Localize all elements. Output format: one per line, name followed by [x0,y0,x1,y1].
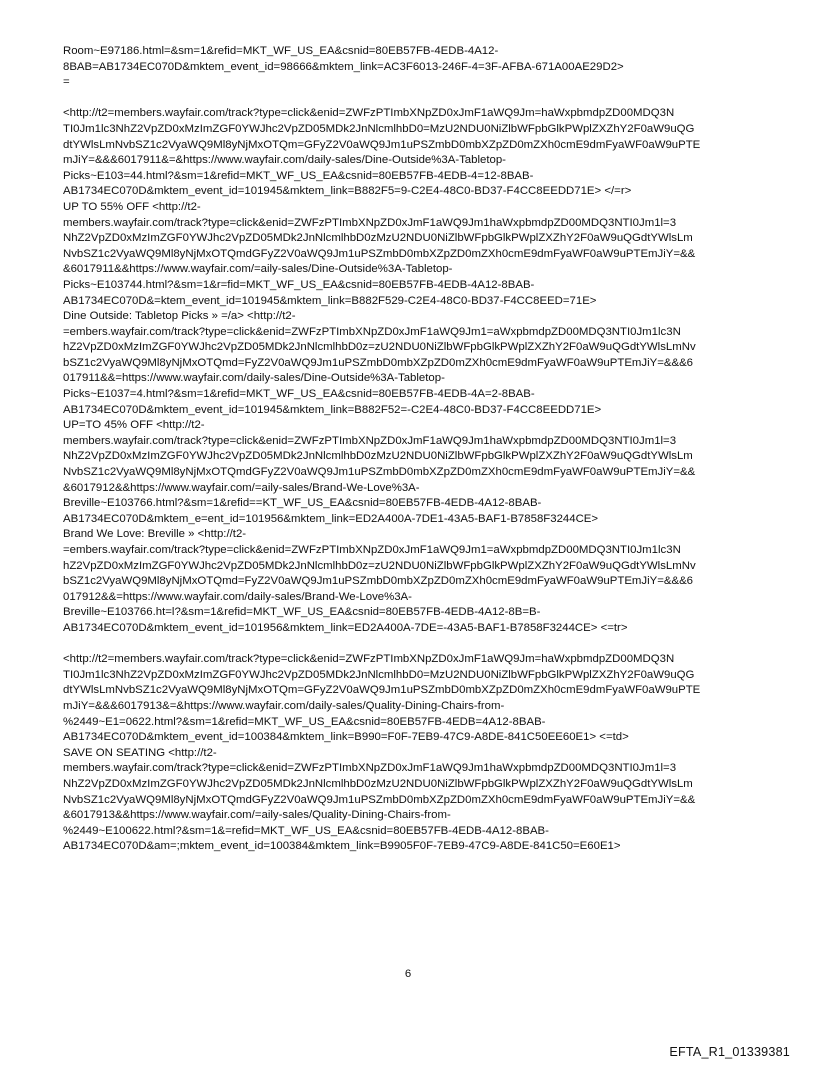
text-line: members.wayfair.com/track?type=click&enid=ZWFzPTImbXNpZD0xJmF1aWQ9Jm1haWxpbmdpZD00MDQ3NTI0Jm1l=3 [63,434,677,447]
text-line: = [63,76,70,89]
text-line: Picks~E1037=4.html?&sm=1&refid=MKT_WF_US_EA&csnid=80EB57FB-4EDB-4A=2-8BAB- [63,388,535,401]
text-line: <http://t2=members.wayfair.com/track?type=click&enid=ZWFzPTImbXNpZD0xJmF1aWQ9Jm=haWxpbmdpZD00MDQ3N [63,107,675,120]
text-line: AB1734EC070D&mktem_event_id=101945&mktem_link=B882F5=9-C2E4-48C0-BD37-F4CC8EEDD71E> </=r> [63,185,632,198]
text-line: AB1734EC070D&=ktem_event_id=101945&mktem_link=B882F529-C2E4-48C0-BD37-F4CC8EED=71E> [63,294,597,307]
page-number: 6 [404,968,412,980]
text-line: mJiY=&&&6017911&=&https://www.wayfair.com/daily-sales/Dine-Outside%3A-Tabletop- [63,154,506,167]
text-line: NvbSZ1c2VyaWQ9Ml8yNjMxOTQmdGFyZ2V0aWQ9Jm1uPSZmbD0mbXZpZD0mZXh0cmE9dmFyaWF0aW9uPTEmJiY=&& [63,466,696,479]
bates-stamp: EFTA_R1_01339381 [669,1045,790,1059]
text-line: =embers.wayfair.com/track?type=click&enid=ZWFzPTImbXNpZD0xJmF1aWQ9Jm1=aWxpbmdpZD00MDQ3NTI0Jm1lc3N [63,325,681,338]
text-line: 017911&&=https://www.wayfair.com/daily-sales/Dine-Outside%3A-Tabletop- [63,372,445,385]
text-line: hZ2VpZD0xMzImZGF0YWJhc2VpZD05MDk2JnNlcmlhbD0z=zU2NDU0NiZlbWFpbGlkPWplZXZhY2F0aW9uQGdtYWlsLmNv [63,559,696,572]
text-line: TI0Jm1lc3NhZ2VpZD0xMzImZGF0YWJhc2VpZD05MDk2JnNlcmlhbD0=MzU2NDU0NiZlbWFpbGlkPWplZXZhY2F0aW9uQG [63,122,695,135]
text-line: bSZ1c2VyaWQ9Ml8yNjMxOTQmd=FyZ2V0aWQ9Jm1uPSZmbD0mbXZpZD0mZXh0cmE9dmFyaWF0aW9uPTEmJiY=&&&6 [63,575,694,588]
text-line: %2449~E1=0622.html?&sm=1&refid=MKT_WF_US_EA&csnid=80EB57FB-4EDB=4A12-8BAB- [63,715,546,728]
text-line: AB1734EC070D&mktem_e=ent_id=101956&mktem_link=ED2A400A-7DE1-43A5-BAF1-B7858F3244CE> [63,512,599,525]
text-line: AB1734EC070D&mktem_event_id=101945&mktem_link=B882F52=-C2E4-48C0-BD37-F4CC8EEDD71E> [63,403,602,416]
text-line: NvbSZ1c2VyaWQ9Ml8yNjMxOTQmdGFyZ2V0aWQ9Jm1uPSZmbD0mbXZpZD0mZXh0cmE9dmFyaWF0aW9uPTEmJiY=&& [63,793,696,806]
text-line: members.wayfair.com/track?type=click&enid=ZWFzPTImbXNpZD0xJmF1aWQ9Jm1haWxpbmdpZD00MDQ3NTI0Jm1l=3 [63,216,677,229]
text-line: Brand We Love: Breville » <http://t2- [63,528,247,541]
text-line: NhZ2VpZD0xMzImZGF0YWJhc2VpZD05MDk2JnNlcmlhbD0zMzU2NDU0NiZlbWFpbGlkPWplZXZhY2F0aW9uQGdtYWlsLm [63,232,693,245]
text-line: dtYWlsLmNvbSZ1c2VyaWQ9Ml8yNjMxOTQm=GFyZ2V0aWQ9Jm1uPSZmbD0mbXZpZD0mZXh0cmE9dmFyaWF0aW9uPTE [63,684,701,697]
text-line: SAVE ON SEATING <http://t2- [63,746,217,759]
text-line: 017912&&=https://www.wayfair.com/daily-sales/Brand-We-Love%3A- [63,590,412,603]
text-line: NhZ2VpZD0xMzImZGF0YWJhc2VpZD05MDk2JnNlcmlhbD0zMzU2NDU0NiZlbWFpbGlkPWplZXZhY2F0aW9uQGdtYWlsLm [63,777,693,790]
text-line: UP TO 55% OFF <http://t2- [63,200,201,213]
text-line: Picks~E103=44.html?&sm=1&refid=MKT_WF_US_EA&csnid=80EB57FB-4EDB-4=12-8BAB- [63,169,534,182]
text-line: &6017912&&https://www.wayfair.com/=aily-sales/Brand-We-Love%3A- [63,481,420,494]
text-line: %2449~E100622.html?&sm=1&=refid=MKT_WF_US_EA&csnid=80EB57FB-4EDB-4A12-8BAB- [63,824,549,837]
text-line: Room~E97186.html=&sm=1&refid=MKT_WF_US_EA&csnid=80EB57FB-4EDB-4A12- [63,45,499,57]
text-line: Dine Outside: Tabletop Picks » =/a> <http://t2- [63,310,296,323]
text-line: dtYWlsLmNvbSZ1c2VyaWQ9Ml8yNjMxOTQm=GFyZ2V0aWQ9Jm1uPSZmbD0mbXZpZD0mZXh0cmE9dmFyaWF0aW9uPTE [63,138,701,151]
text-line: AB1734EC070D&mktem_event_id=100384&mktem_link=B990=F0F-7EB9-47C9-A8DE-841C50EE60E1> <=td> [63,731,629,744]
text-line: members.wayfair.com/track?type=click&enid=ZWFzPTImbXNpZD0xJmF1aWQ9Jm1haWxpbmdpZD00MDQ3NTI0Jm1l=3 [63,762,677,775]
text-line: NvbSZ1c2VyaWQ9Ml8yNjMxOTQmdGFyZ2V0aWQ9Jm1uPSZmbD0mbXZpZD0mZXh0cmE9dmFyaWF0aW9uPTEmJiY=&& [63,247,696,260]
text-line: AB1734EC070D&mktem_event_id=101956&mktem_link=ED2A400A-7DE=-43A5-BAF1-B7858F3244CE> <=tr> [63,621,628,634]
text-line: =embers.wayfair.com/track?type=click&enid=ZWFzPTImbXNpZD0xJmF1aWQ9Jm1=aWxpbmdpZD00MDQ3NTI0Jm1lc3N [63,544,681,556]
blank-line [63,91,783,107]
text-line: mJiY=&&&6017913&=&https://www.wayfair.com/daily-sales/Quality-Dining-Chairs-from- [63,699,505,712]
text-line: &6017913&&https://www.wayfair.com/=aily-sales/Quality-Dining-Chairs-from- [63,809,451,822]
document-body [63,44,783,855]
text-line: 8BAB=AB1734EC070D&mktem_event_id=98666&mktem_link=AC3F6013-246F-4=3F-AFBA-671A00AE29D2> [63,60,624,73]
blank-line [63,637,783,653]
text-line: UP=TO 45% OFF <http://t2- [63,419,205,432]
text-line: bSZ1c2VyaWQ9Ml8yNjMxOTQmd=FyZ2V0aWQ9Jm1uPSZmbD0mbXZpZD0mZXh0cmE9dmFyaWF0aW9uPTEmJiY=&&&6 [63,356,694,369]
text-line: AB1734EC070D&am=;mktem_event_id=100384&mktem_link=B9905F0F-7EB9-47C9-A8DE-841C50=E60E1> [63,840,621,853]
text-line: Breville~E103766.html?&sm=1&refid==KT_WF_US_EA&csnid=80EB57FB-4EDB-4A12-8BAB- [63,497,542,510]
text-line: TI0Jm1lc3NhZ2VpZD0xMzImZGF0YWJhc2VpZD05MDk2JnNlcmlhbD0=MzU2NDU0NiZlbWFpbGlkPWplZXZhY2F0aW9uQG [63,668,695,681]
text-line: hZ2VpZD0xMzImZGF0YWJhc2VpZD05MDk2JnNlcmlhbD0z=zU2NDU0NiZlbWFpbGlkPWplZXZhY2F0aW9uQGdtYWlsLmNv [63,341,696,354]
text-line: Breville~E103766.ht=l?&sm=1&refid=MKT_WF_US_EA&csnid=80EB57FB-4EDB-4A12-8B=B- [63,606,541,619]
text-line: &6017911&&https://www.wayfair.com/=aily-sales/Dine-Outside%3A-Tabletop- [63,263,453,276]
text-line: NhZ2VpZD0xMzImZGF0YWJhc2VpZD05MDk2JnNlcmlhbD0zMzU2NDU0NiZlbWFpbGlkPWplZXZhY2F0aW9uQGdtYWlsLm [63,450,693,463]
text-line: <http://t2=members.wayfair.com/track?type=click&enid=ZWFzPTImbXNpZD0xJmF1aWQ9Jm=haWxpbmdpZD00MDQ3N [63,653,675,666]
text-line: Picks~E103744.html?&sm=1&r=fid=MKT_WF_US_EA&csnid=80EB57FB-4EDB-4A12-8BAB- [63,278,535,291]
